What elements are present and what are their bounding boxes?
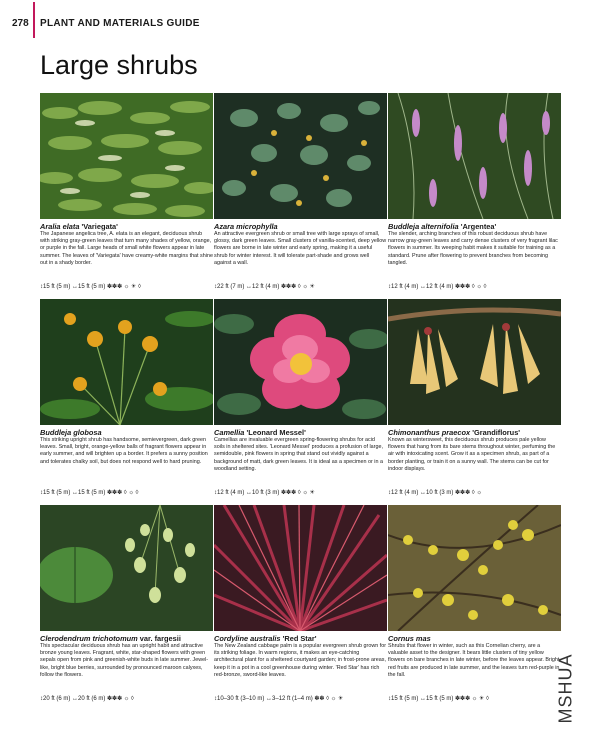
plant-name: Buddleja alternifolia [388, 222, 459, 231]
plant-entry-cordyline [214, 505, 387, 703]
plant-growth-info: ↕15 ft (5 m) ↔15 ft (5 m) ✽✽✽ ◊ ☼ ◊ [40, 490, 139, 496]
plant-photo-chimonanthus [388, 299, 561, 425]
plant-entry-aralia [40, 93, 213, 291]
guide-title: PLANT AND MATERIALS GUIDE [40, 18, 200, 29]
plant-photo-cornus-mas [388, 505, 561, 631]
plant-growth-info: ↕15 ft (5 m) ↔15 ft (5 m) ✽✽✽ ☼ ☀ ◊ [40, 284, 141, 290]
plant-growth-info: ↕12 ft (4 m) ↔10 ft (3 m) ✽✽✽ ◊ ☼ ☀ [214, 490, 315, 496]
plant-name: Aralia elata [40, 222, 80, 231]
plant-photo-azara [214, 93, 387, 219]
plant-entry-buddleja-alternifolia [388, 93, 561, 291]
plant-name: Buddleja globosa [40, 428, 102, 437]
plant-cultivar: 'Argentea' [460, 222, 497, 231]
plant-name: Chimonanthus praecox [388, 428, 471, 437]
plant-name: Clerodendrum trichotomum [40, 634, 138, 643]
plant-growth-info: ↕12 ft (4 m) ↔10 ft (3 m) ✽✽✽ ◊ ☼ [388, 490, 482, 496]
plant-growth-info: ↕22 ft (7 m) ↔12 ft (4 m) ✽✽✽ ◊ ☼ ☀ [214, 284, 315, 290]
page-title: Large shrubs [40, 50, 198, 80]
plant-cultivar: 'Leonard Messel' [246, 428, 306, 437]
page-header [0, 0, 600, 44]
plant-description: An attractive evergreen shrub or small tree with large sprays of small, glossy, dark green leaves. Small clusters of vanilla-scented, deep yellow flowers are borne in late winter and early spring, making it a useful shrub for winter interest. It will tolerate part-shade and grows well against a wall. [214, 231, 387, 266]
plant-name: Camellia [214, 428, 245, 437]
plant-cultivar: 'Red Star' [282, 634, 317, 643]
plant-entry-cornus-mas [388, 505, 561, 703]
plant-photo-clerodendrum [40, 505, 213, 631]
plant-entry-clerodendrum [40, 505, 213, 703]
plant-entry-azara [214, 93, 387, 291]
plant-growth-info: ↕10–30 ft (3–10 m) ↔3–12 ft (1–4 m) ✽✽ ◊ ☼ ☀ [214, 696, 344, 702]
plant-description: The slender, arching branches of this robust deciduous shrub have narrow gray-green leaves and carry dense clusters of very fragrant lilac flowers in summer. Its weeping habit makes it suitable for training as a standard. Prune after flowering to prevent branches from becoming tangled. [388, 231, 558, 266]
plant-description: This spectacular deciduous shrub has an upright habit and attractive bronze young leaves. Fragrant, white, star-shaped flowers with green sepals open from pink and greenish-white buds in late summer. Jewel-like, bright blue berries, surrounded by pronounced maroon calyxes, follow the flowers. [40, 643, 209, 678]
plant-cultivar: 'Variegata' [81, 222, 118, 231]
plant-growth-info: ↕15 ft (5 m) ↔15 ft (5 m) ✽✽✽ ☼ ☀ ◊ [388, 696, 489, 702]
plant-cultivar: var. fargesii [137, 634, 181, 643]
plant-entry-chimonanthus [388, 299, 561, 497]
plant-photo-buddleja-alternifolia [388, 93, 561, 219]
watermark-text: MSHUA [555, 653, 576, 724]
header-divider [33, 2, 35, 38]
plant-name: Cornus mas [388, 634, 431, 643]
plant-entry-camellia [214, 299, 387, 497]
plant-description: The New Zealand cabbage palm is a popular evergreen shrub grown for its striking foliage. In warm regions, it makes an eye-catching architectural plant for a sheltered courtyard garden; in frost-prone areas, keep it in a pot in a cool greenhouse during winter. 'Red Star' has rich red-bronze, sword-like leaves. [214, 643, 387, 678]
plant-description: This striking upright shrub has handsome, semievergreen, dark green leaves. Small, bright, orange-yellow balls of fragrant flowers appear in early summer, and will brighten up a border. It prefers a sunny position and tolerates chalky soil, but does not respond well to hard pruning. [40, 437, 208, 465]
plant-name: Cordyline australis [214, 634, 281, 643]
plant-photo-cordyline [214, 505, 387, 631]
plant-growth-info: ↕12 ft (4 m) ↔12 ft (4 m) ✽✽✽ ◊ ☼ ◊ [388, 284, 487, 290]
watermark [555, 636, 595, 746]
plant-photo-aralia [40, 93, 213, 219]
plant-entry-buddleja-globosa [40, 299, 213, 497]
plant-cultivar: 'Grandiflorus' [472, 428, 521, 437]
plant-name: Azara microphylla [214, 222, 278, 231]
plant-description: The Japanese angelica tree, A. elata is an elegant, deciduous shrub with striking gray-green leaves that turn many shades of yellow, orange, or purple in the fall. Large heads of small white flowers appear in late summer. The leaves of 'Variegata' have creamy-white margins that shine out in a shady border. [40, 231, 213, 266]
plant-growth-info: ↕20 ft (6 m) ↔20 ft (6 m) ✽✽✽ ☼ ◊ [40, 696, 134, 702]
plant-description: Known as wintersweet, this deciduous shrub produces pale yellow flowers that hang from its bare stems throughout winter, perfuming the air with intoxicating scent. Grow it as a specimen shrub, as part of a border planting, or train it on a sunny wall. The stems can be cut for indoor displays. [388, 437, 556, 472]
plant-description: Camellias are invaluable evergreen spring-flowering shrubs for acid soils in sheltered sites. 'Leonard Messel' produces a profusion of large, semidouble, pink flowers in spring that stand out vividly against a background of matt, dark green leaves. It is ideal as a specimen or in a woodland setting. [214, 437, 383, 472]
plant-photo-camellia [214, 299, 387, 425]
page-number: 278 [12, 18, 29, 29]
plant-description: Shrubs that flower in winter, such as this Cornelian cherry, are a valuable asset to the designer. It bears little clusters of tiny yellow flowers on bare branches in late winter, before the leaves appear. Bright red fruits are produced in late summer, and the leaves turn red-purple in the fall. [388, 643, 560, 678]
plant-photo-buddleja-globosa [40, 299, 213, 425]
